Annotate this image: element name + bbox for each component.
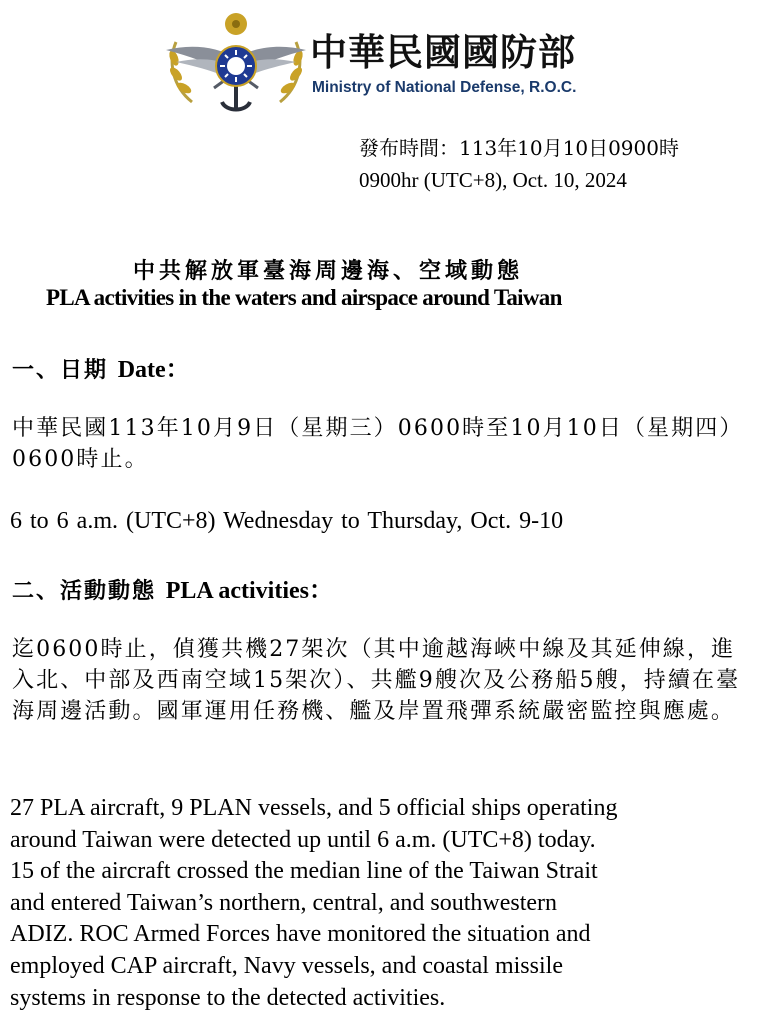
org-name-cn: 中華民國國防部 (310, 31, 576, 74)
activities-text-en-line: employed CAP aircraft, Navy vessels, and coastal missile (10, 952, 563, 979)
activities-text-en-line: around Taiwan were detected up until 6 a.m. (UTC+8) today. (10, 826, 596, 853)
org-name-en: Ministry of National Defense, R.O.C. (312, 79, 577, 96)
date-text-cn: 中華民國113年10月9日（星期三）0600時至10月10日（星期四）0600時止。 (12, 416, 744, 472)
activities-text-en-line: 27 PLA aircraft, 9 PLAN vessels, and 5 official ships operating (10, 795, 618, 821)
activities-text-en-line: ADIZ. ROC Armed Forces have monitored the situation and (10, 921, 591, 948)
page-title-cn: 中共解放軍臺海周邊海、空域動態 (133, 258, 524, 284)
release-time-cn: 發布時間：113年10月10日0900時 (359, 136, 679, 160)
page-title-en: PLA activities in the waters and airspace around Taiwan (46, 285, 562, 310)
activities-text-en-line: and entered Taiwan’s northern, central, and southwestern (10, 889, 558, 916)
section-activities-heading-cn: 二、活動動態 (12, 578, 157, 604)
release-time (359, 132, 679, 196)
activities-text-en-line: systems in response to the detected activities. (10, 984, 446, 1011)
activities-text-cn: 迄0600時止，偵獲共機27架次（其中逾越海峽中線及其延伸線，進入北、中部及西南空域15架次）、共艦9艘次及公務船5艘，持續在臺海周邊活動。國軍運用任務機、艦及岸置飛彈系統嚴密監控與應處。 (12, 637, 741, 724)
section-activities-heading-en: PLA activities： (165, 578, 333, 604)
section-date-heading (12, 349, 190, 384)
activities-text-en (10, 793, 617, 1014)
mnd-emblem-icon (162, 6, 310, 122)
date-text-en: 6 to 6 a.m. (UTC+8) Wednesday to Thursday, Oct. 9-10 (10, 508, 564, 534)
section-activities-heading (12, 570, 333, 605)
section-date-heading-cn: 一、日期 (12, 357, 109, 383)
activities-text-en-line: 15 of the aircraft crossed the median line of the Taiwan Strait (10, 858, 598, 885)
release-time-en: 0900hr (UTC+8), Oct. 10, 2024 (359, 168, 627, 192)
section-date-heading-en: Date： (117, 357, 190, 383)
document-header (0, 0, 761, 125)
